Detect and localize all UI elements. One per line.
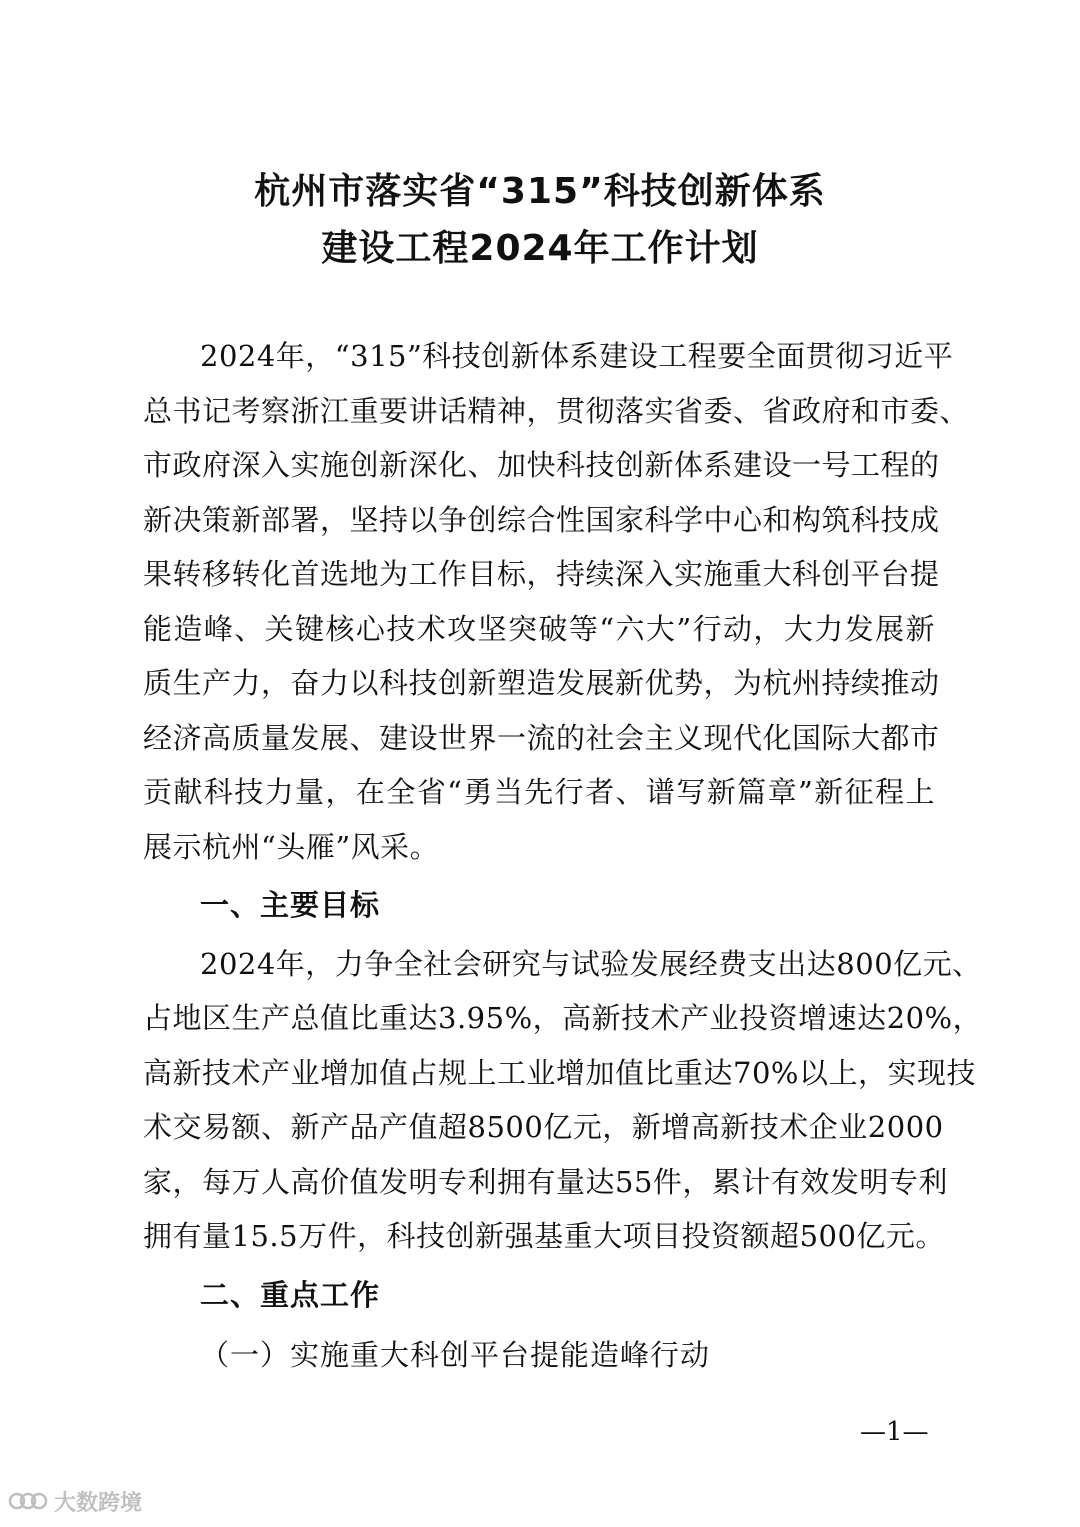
goals-line: 拥有量15.5万件，科技创新强基重大项目投资额超500亿元。 (143, 1219, 945, 1253)
intro-line: 能造峰、关键核心技术攻坚突破等“六大”行动，大力发展新 (143, 612, 935, 646)
goals-line: 高新技术产业增加值占规上工业增加值比重达70%以上，实现技 (143, 1056, 976, 1090)
intro-line: 质生产力，奋力以科技创新塑造发展新优势，为杭州持续推动 (143, 666, 940, 700)
goals-line: 家，每万人高价值发明专利拥有量达55件，累计有效发明专利 (143, 1165, 948, 1199)
intro-line: 果转移转化首选地为工作目标，持续深入实施重大科创平台提 (143, 557, 940, 591)
document-title-line-1: 杭州市落实省“315”科技创新体系 (254, 171, 826, 212)
intro-line: 展示杭州“头雁”风采。 (143, 830, 440, 864)
document-title-line-2: 建设工程2024年工作计划 (321, 228, 759, 269)
watermark (8, 1484, 142, 1518)
subsection-heading-platform-action: （一）实施重大科创平台提能造峰行动 (200, 1338, 711, 1372)
watermark-text: 大数跨境 (54, 1490, 143, 1516)
intro-line: 经济高质量发展、建设世界一流的社会主义现代化国际大都市 (143, 721, 940, 755)
page-number: —1— (860, 1417, 929, 1447)
intro-line: 新决策新部署，坚持以争创综合性国家科学中心和构筑科技成 (143, 503, 940, 537)
logo-icon (8, 1488, 48, 1514)
intro-line: 总书记考察浙江重要讲话精神，贯彻落实省委、省政府和市委、 (143, 394, 970, 428)
section-heading-key-work: 二、重点工作 (200, 1278, 381, 1312)
intro-line: 贡献科技力量，在全省“勇当先行者、谱写新篇章”新征程上 (143, 775, 935, 809)
goals-line: 2024年，力争全社会研究与试验发展经费支出达800亿元、 (200, 947, 982, 981)
goals-line: 占地区生产总值比重达3.95%，高新技术产业投资增速达20%， (143, 1001, 983, 1035)
intro-line: 2024年，“315”科技创新体系建设工程要全面贯彻习近平 (200, 339, 954, 373)
goals-line: 术交易额、新产品产值超8500亿元，新增高新技术企业2000 (143, 1110, 944, 1144)
section-heading-main-goals: 一、主要目标 (200, 888, 381, 922)
intro-line: 市政府深入实施创新深化、加快科技创新体系建设一号工程的 (143, 448, 940, 482)
